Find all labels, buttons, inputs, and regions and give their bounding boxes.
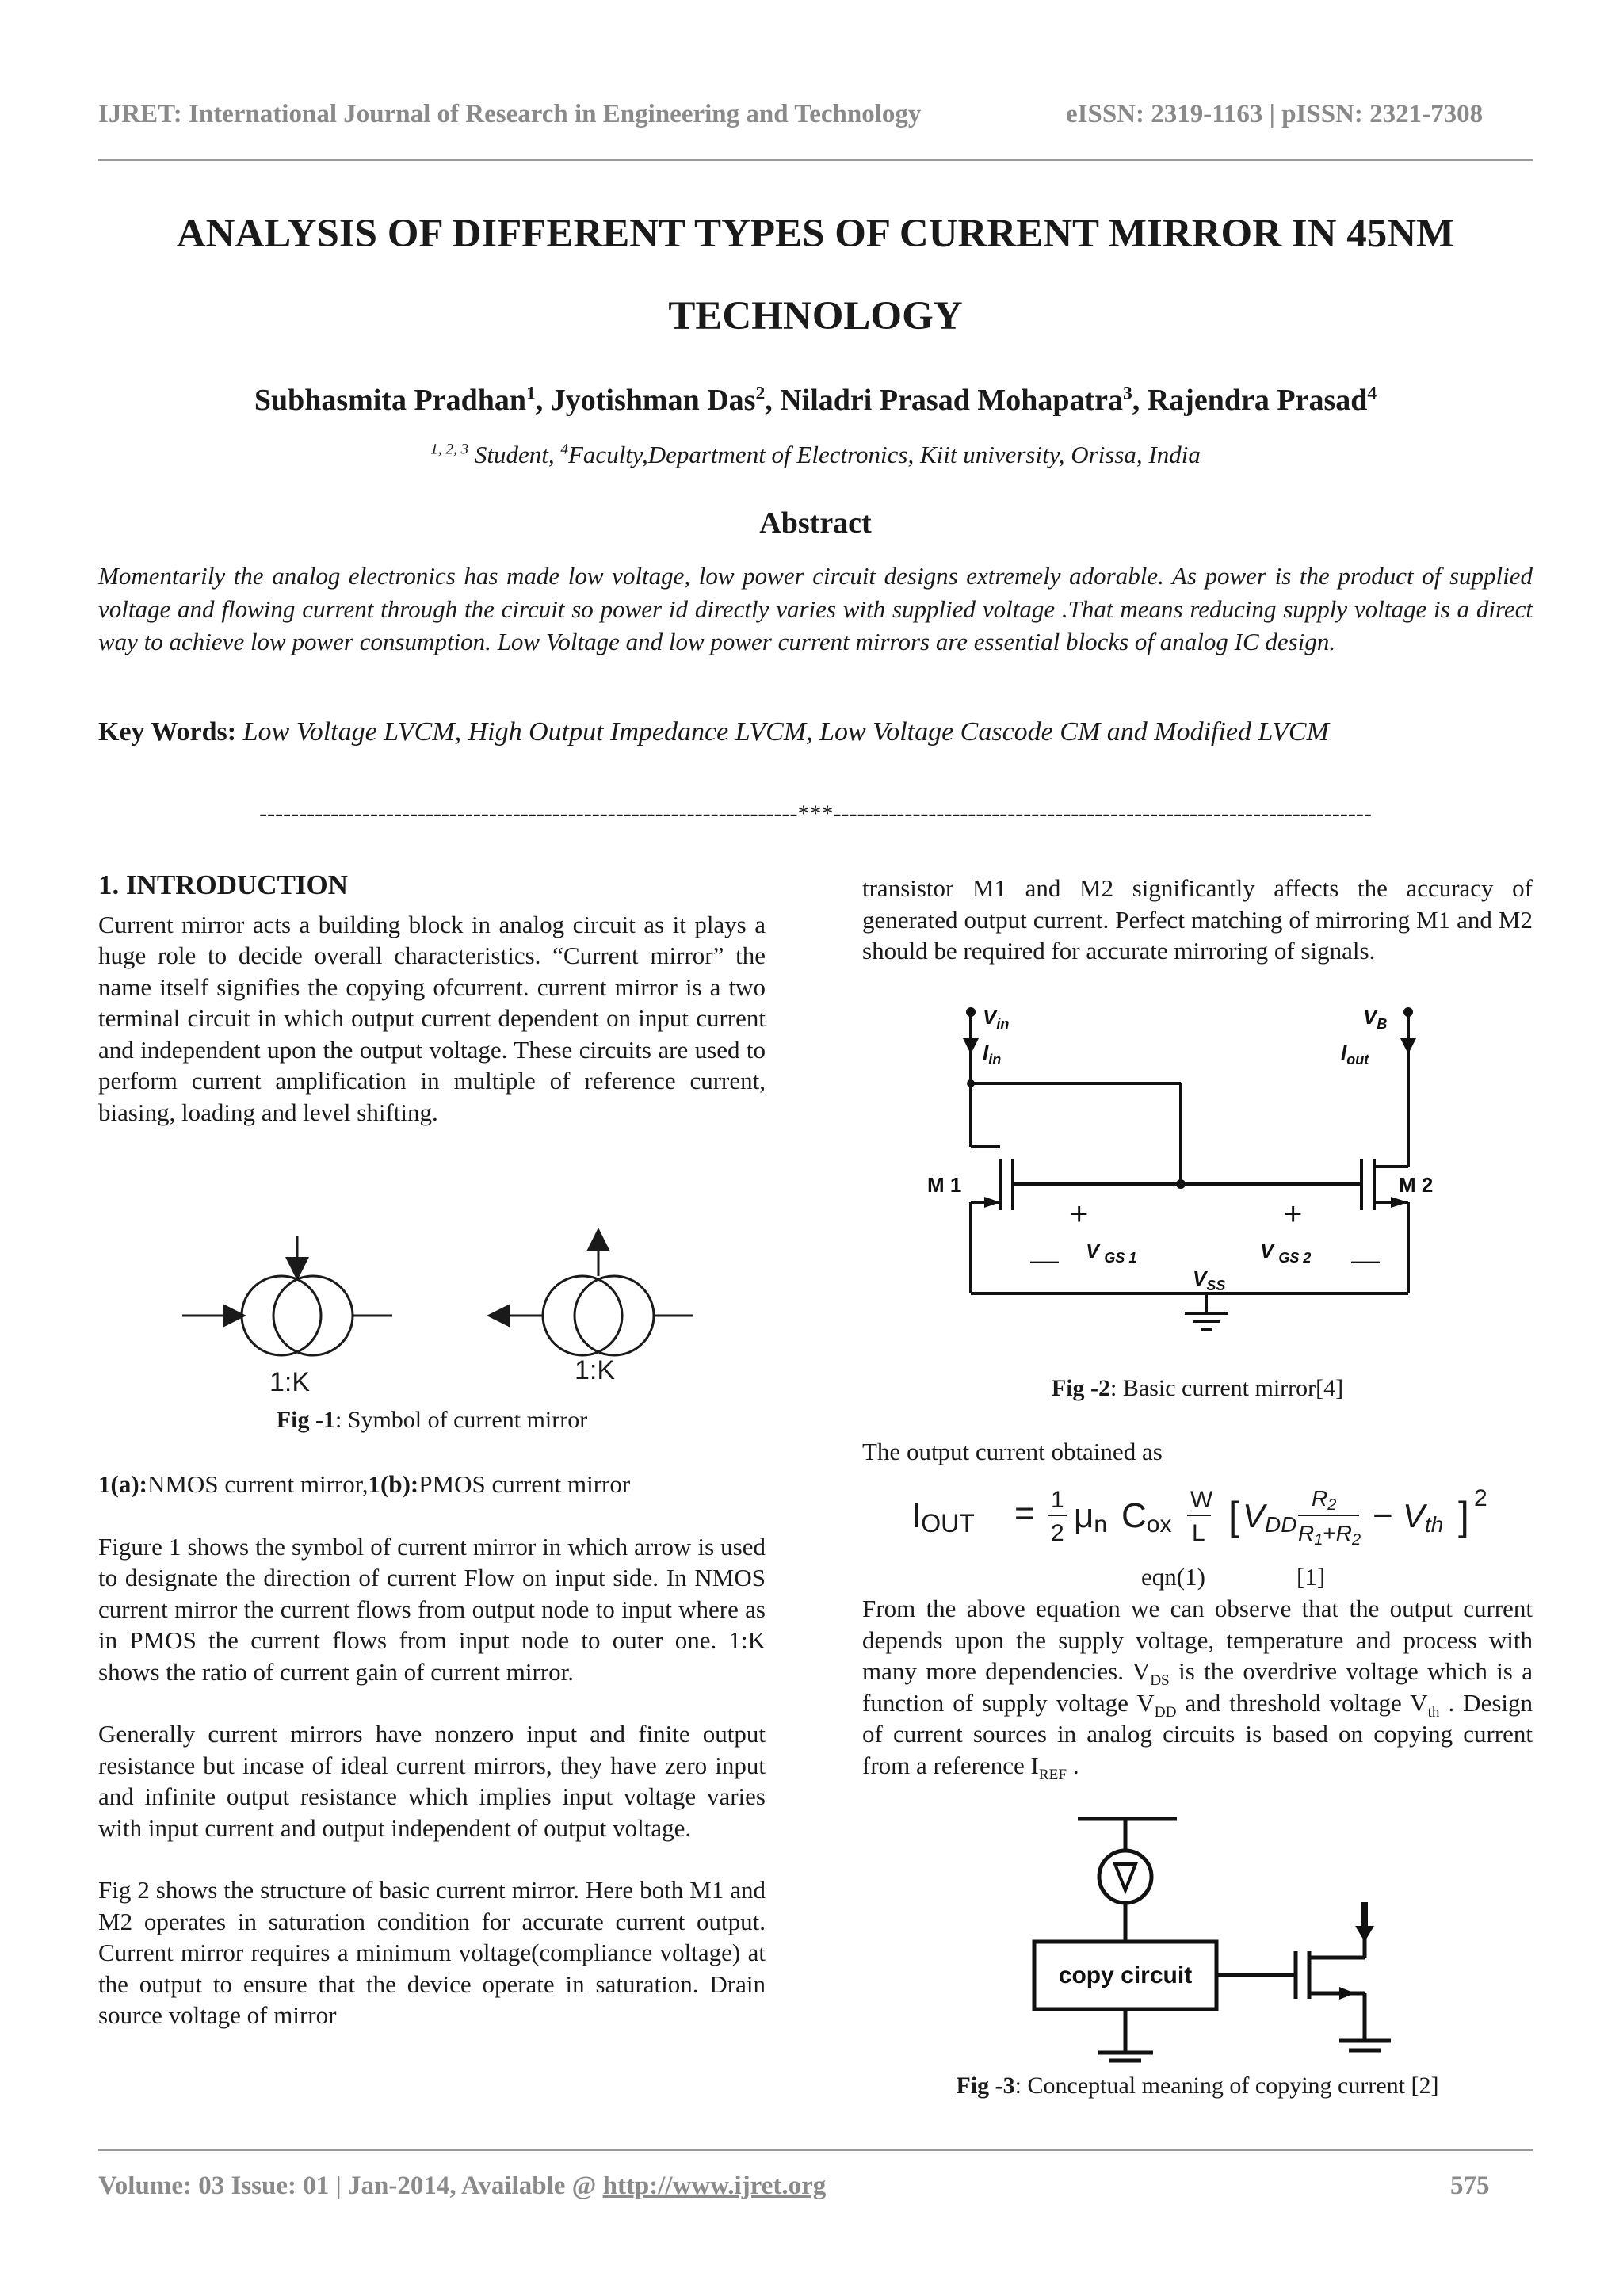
fig2-vb-text: $V_B$ bbox=[1363, 1005, 1388, 1032]
svg-text:Cox: Cox bbox=[1121, 1496, 1172, 1538]
journal-header: IJRET: International Journal of Research in Engineering and Technology bbox=[98, 100, 922, 128]
equation-1 bbox=[911, 1476, 1498, 1555]
issn-header: eISSN: 2319-1163 | pISSN: 2321-7308 bbox=[1066, 100, 1484, 128]
fig2-m2-label: M 2 bbox=[1399, 1173, 1434, 1197]
svg-text:R1+R2: R1+R2 bbox=[1298, 1521, 1361, 1549]
fig2-minus-1: — bbox=[1030, 1244, 1059, 1276]
svg-text:[: [ bbox=[1228, 1494, 1239, 1538]
right-column bbox=[862, 873, 1533, 967]
author-name: Rajendra Prasad bbox=[1147, 384, 1368, 417]
paragraph: Fig 2 shows the structure of basic current mirror. Here both M1 and M2 operates in saturation condition for accurate current output. Current mirror requires a minimum voltage(compliance voltage) at the output to ensure that the device operate in saturation. Drain source voltage of mirror bbox=[98, 1876, 766, 2029]
fig2-vss-text: $V_{SS}$ bbox=[1193, 1266, 1226, 1293]
fig2-vin-text: $V_{in}$ bbox=[983, 1005, 1010, 1032]
svg-text:−: − bbox=[1373, 1496, 1393, 1535]
section-heading: 1. INTRODUCTION bbox=[98, 869, 349, 900]
svg-text:2: 2 bbox=[1051, 1520, 1064, 1546]
svg-text:W: W bbox=[1190, 1487, 1213, 1513]
left-column bbox=[98, 869, 766, 1128]
header-rule bbox=[98, 159, 1533, 161]
keywords-text: Low Voltage LVCM, High Output Impedance LVCM, Low Voltage Cascode CM and Modified LVCM bbox=[242, 717, 1329, 747]
svg-text:IOUT: IOUT bbox=[911, 1496, 975, 1538]
nmos-mirror-symbol bbox=[182, 1236, 392, 1355]
affiliation: $^{1, 2, 3}$ Student, $^4$Faculty,Department of Electronics, Kiit university, Orissa, India bbox=[430, 441, 1201, 468]
svg-text:]: ] bbox=[1458, 1494, 1469, 1538]
author-list: Subhasmita Pradhan$^1$, Jyotishman Das$^2$, Niladri Prasad Mohapatra$^3$, Rajendra Prasad$^4$ bbox=[254, 383, 1377, 417]
fig2-vgs1-text: V $_{GS 1}$ bbox=[1086, 1239, 1137, 1266]
subfigure-labels: 1(a):NMOS current mirror,1(b):PMOS current mirror bbox=[98, 1470, 631, 1498]
svg-text:VDD: VDD bbox=[1243, 1497, 1297, 1537]
svg-text:L: L bbox=[1192, 1520, 1205, 1546]
fig2-plus-1: + bbox=[1070, 1197, 1089, 1232]
author-name: Subhasmita Pradhan bbox=[254, 384, 526, 417]
paragraph: Figure 1 shows the symbol of current mirror in which arrow is used to designate the direction of current Flow on input side. In NMOS current mirror the current flows from output node to input where as in PMOS the current flows from input node to outer one. 1:K shows the ratio of current gain of current mirror. bbox=[98, 1532, 766, 1686]
fig2-minus-2: — bbox=[1351, 1244, 1380, 1276]
author-name: Jyotishman Das bbox=[550, 384, 756, 417]
equation-label: eqn(1) bbox=[1141, 1563, 1205, 1591]
equation-intro: The output current obtained as bbox=[862, 1438, 1163, 1465]
fig1-ratio-label-b: 1:K bbox=[575, 1355, 616, 1385]
svg-text:Vth: Vth bbox=[1403, 1497, 1444, 1537]
abstract-heading: Abstract bbox=[759, 506, 872, 540]
author-name: Niladri Prasad Mohapatra bbox=[780, 384, 1123, 417]
svg-text:1: 1 bbox=[1051, 1487, 1064, 1513]
svg-text:μn: μn bbox=[1074, 1496, 1108, 1538]
left-column-continued bbox=[98, 1469, 766, 2031]
svg-text:R2: R2 bbox=[1312, 1486, 1337, 1514]
fig2-plus-2: + bbox=[1284, 1197, 1303, 1232]
page-number: 575 bbox=[1450, 2172, 1490, 2200]
abstract-text: Momentarily the analog electronics has made low voltage, low power circuit designs extremely adorable. As power is the product of supplied voltage and flowing current through the circuit so power id directly varies with supplied voltage .That means reducing supply voltage is a direct way to achieve low power consumption. Low Voltage and low power current mirrors are essential blocks of analog IC design. bbox=[98, 562, 1533, 655]
paragraph: Generally current mirrors have nonzero input and finite output resistance but incase of ideal current mirrors, they have zero input and infinite output resistance which implies input voltage varies with input current and output independent of output voltage. bbox=[98, 1720, 766, 1842]
equation-ref: [1] bbox=[1296, 1563, 1326, 1591]
fig3-caption: Fig -3: Conceptual meaning of copying current [2] bbox=[956, 2073, 1439, 2099]
pmos-mirror-symbol bbox=[491, 1232, 693, 1355]
paper-title: ANALYSIS OF DIFFERENT TYPES OF CURRENT MIRROR IN 45NM TECHNOLOGY bbox=[176, 212, 1455, 338]
fig2-iin-text: $I_{in}$ bbox=[983, 1041, 1002, 1068]
fig1-caption: Fig -1: Symbol of current mirror bbox=[276, 1407, 588, 1433]
fig2-caption: Fig -2: Basic current mirror[4] bbox=[1051, 1375, 1344, 1401]
keywords bbox=[98, 717, 1533, 747]
copy-circuit-label: copy circuit bbox=[1058, 1962, 1193, 1988]
fig1-current-mirror-symbols bbox=[166, 1228, 721, 1403]
fig3-copy-circuit bbox=[1022, 1815, 1419, 2069]
fig2-schematic bbox=[927, 1000, 1466, 1349]
intro-paragraph: Current mirror acts a building block in analog circuit as it plays a huge role to decide overall characteristics. “Current mirror” the name itself signifies the copying ofcurrent. current mirror is a two terminal circuit in which output current dependent on input current and independent upon the output voltage. These circuits are used to perform current amplification in multiple of reference current, biasing, loading and level shifting. bbox=[98, 910, 766, 1126]
fig2-iout-text: $I_{out}$ bbox=[1341, 1041, 1369, 1068]
fig2-vgs2-text: V $_{GS 2}$ bbox=[1260, 1239, 1312, 1266]
section-separator: --------------------------------------------------------------------***-------------------------------------------------------------------- bbox=[259, 800, 1372, 827]
journal-link[interactable]: http://www.ijret.org bbox=[602, 2172, 827, 2200]
fig2-m1-label: M 1 bbox=[927, 1173, 962, 1197]
keywords-label: Key Words: bbox=[98, 717, 237, 747]
paragraph: transistor M1 and M2 significantly affects the accuracy of generated output current. Perfect matching of mirroring M1 and M2 should be required for accurate mirroring of signals. bbox=[862, 874, 1533, 965]
svg-text:=: = bbox=[1014, 1494, 1035, 1533]
fig1-ratio-label-a: 1:K bbox=[269, 1367, 311, 1397]
equation-discussion: From the above equation we can observe that the output current depends upon the supply voltage, temperature and process with many more dependencies. $V_{DS}$ is the overdrive voltage which is a function of supply voltage $V_{DD}$ and threshold voltage $V_{th}$ . Design of current sources in analog circuits is based on copying current from a reference $I_{REF}$ . bbox=[862, 1595, 1533, 1783]
footer-volume: Volume: 03 Issue: 01 | Jan-2014, Available @ http://www.ijret.org bbox=[98, 2172, 827, 2200]
footer-rule bbox=[98, 2149, 1533, 2151]
svg-text:2: 2 bbox=[1474, 1485, 1487, 1511]
